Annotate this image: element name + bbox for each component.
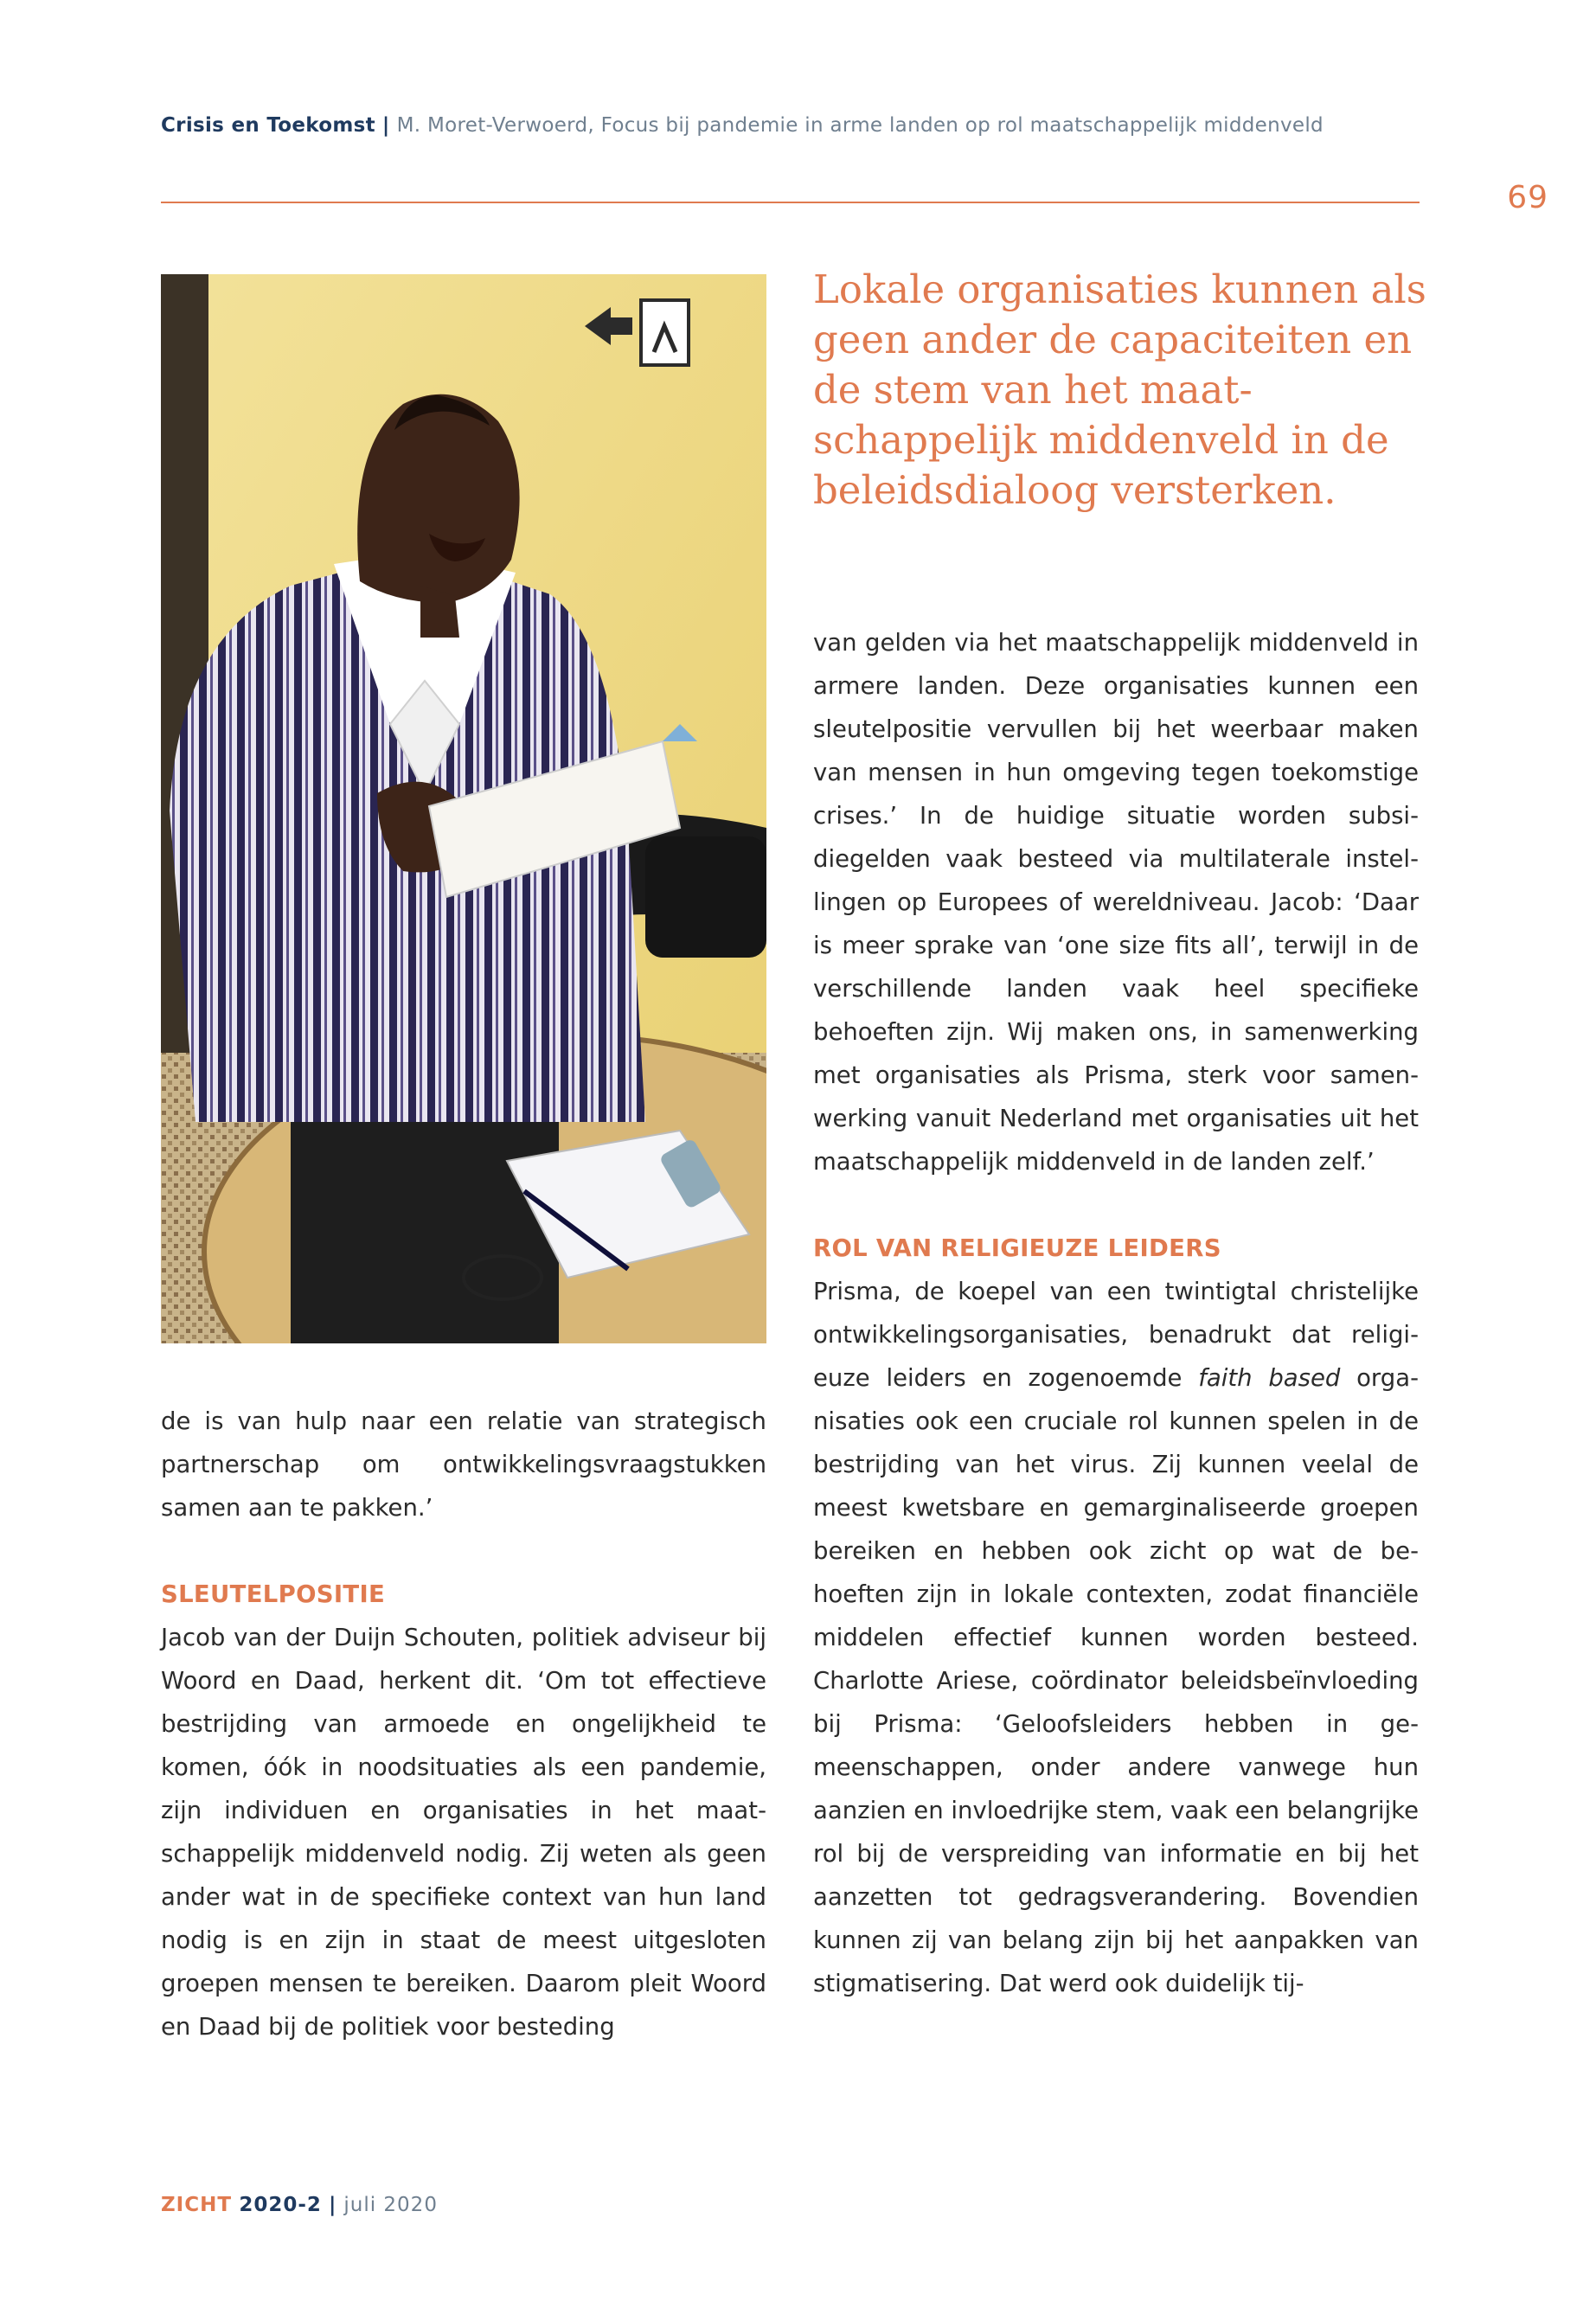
article-citation: M. Moret-Verwoerd, Focus bij pandemie in arme landen op rol maatschappelijk middenveld — [396, 114, 1324, 137]
paragraph-prisma-text-b: organisaties ook een cruciale rol kunnen spelen in de bestrijding van het virus. Zij kunnen veelal de meest kwetsbare en gemarginaliseerde groepen bereiken en hebben ook zicht op wat de behoeften zijn in lokale contexten, zodat financiële middelen effectief kunnen worden besteed. Charlotte Ariese, coördinator beleidsbeïnvloeding bij Prisma: ‘Geloofsleiders hebben in gemeenschappen, onder andere vanwege hun aanzien en invloedrijke stem, vaak een belangrijke rol bij de verspreiding van informatie en bij het aanzetten tot gedragsverandering. Bovendien kunnen zij van belang zijn bij het aanpakken van stigmatisering. Dat werd ook duidelijk tij- — [813, 1364, 1419, 1997]
heading-religieuze-leiders: ROL VAN RELIGIEUZE LEIDERS — [813, 1234, 1221, 1262]
right-column — [813, 621, 1419, 2005]
paragraph-partnerschap: de is van hulp naar een relatie van strategisch partnerschap om ontwikkelingsvraagstukken samen aan te pakken.’ — [161, 1407, 766, 1522]
header-rule — [161, 202, 1420, 203]
paragraph-spacer — [813, 1183, 1419, 1227]
paragraph-prisma-italic: faith based — [1198, 1364, 1341, 1392]
page-number: 69 — [1507, 180, 1548, 215]
header-separator: | — [381, 114, 390, 137]
footer-separator: | — [328, 2194, 337, 2216]
section-title: Crisis en Toekomst — [161, 114, 375, 137]
paragraph-spacer — [161, 1529, 766, 1573]
magazine-name: ZICHT — [161, 2194, 233, 2216]
footer — [161, 2190, 438, 2220]
pull-quote: Lokale organisaties kunnen als geen ander de capaciteiten en de stem van het maatschappelijk middenveld in de beleidsdialoog versterken. — [813, 266, 1426, 513]
issue-number: 2020-2 — [239, 2194, 322, 2216]
paragraph-prisma — [813, 1270, 1419, 2005]
running-head — [161, 111, 1424, 140]
photo-speaker-with-papers — [161, 274, 766, 1343]
issue-date: juli 2020 — [343, 2194, 438, 2216]
paragraph-jacob: Jacob van der Duijn Schouten, politiek adviseur bij Woord en Daad, herkent dit. ‘Om tot effectieve bestrijding van armoede en ongelijkheid te komen, óók in noodsituaties als een pandemie, zijn individuen en organisaties in het maatschappelijk middenveld nodig. Zij weten als geen ander wat in de specifieke context van hun land nodig is en zijn in staat de meest uitgesloten groepen mensen te bereiken. Daarom pleit Woord en Daad bij de politiek voor besteding — [161, 1624, 766, 2041]
paragraph-continued: van gelden via het maatschappelijk middenveld in armere landen. Deze organisaties kunnen een sleutelpositie vervullen bij het weerbaar maken van mensen in hun omgeving tegen toekomstige crises.’ In de huidige situatie worden subsidiegelden vaak besteed via multilaterale instellingen op Europees of wereldniveau. Jacob: ‘Daar is meer sprake van ‘one size fits all’, terwijl in de verschillende landen vaak heel specifieke behoeften zijn. Wij maken ons, in samenwerking met organisaties als Prisma, sterk voor samenwerking vanuit Nederland met organisaties uit het maatschappelijk middenveld in de landen zelf.’ — [813, 629, 1419, 1176]
left-column — [161, 1400, 766, 2048]
paragraph-prisma-text-a: Prisma, de koepel van een twintigtal christelijke ontwikkelingsorganisaties, benadrukt dat religieuze leiders en zogenoemde — [813, 1278, 1419, 1392]
heading-sleutelpositie: SLEUTELPOSITIE — [161, 1580, 386, 1608]
